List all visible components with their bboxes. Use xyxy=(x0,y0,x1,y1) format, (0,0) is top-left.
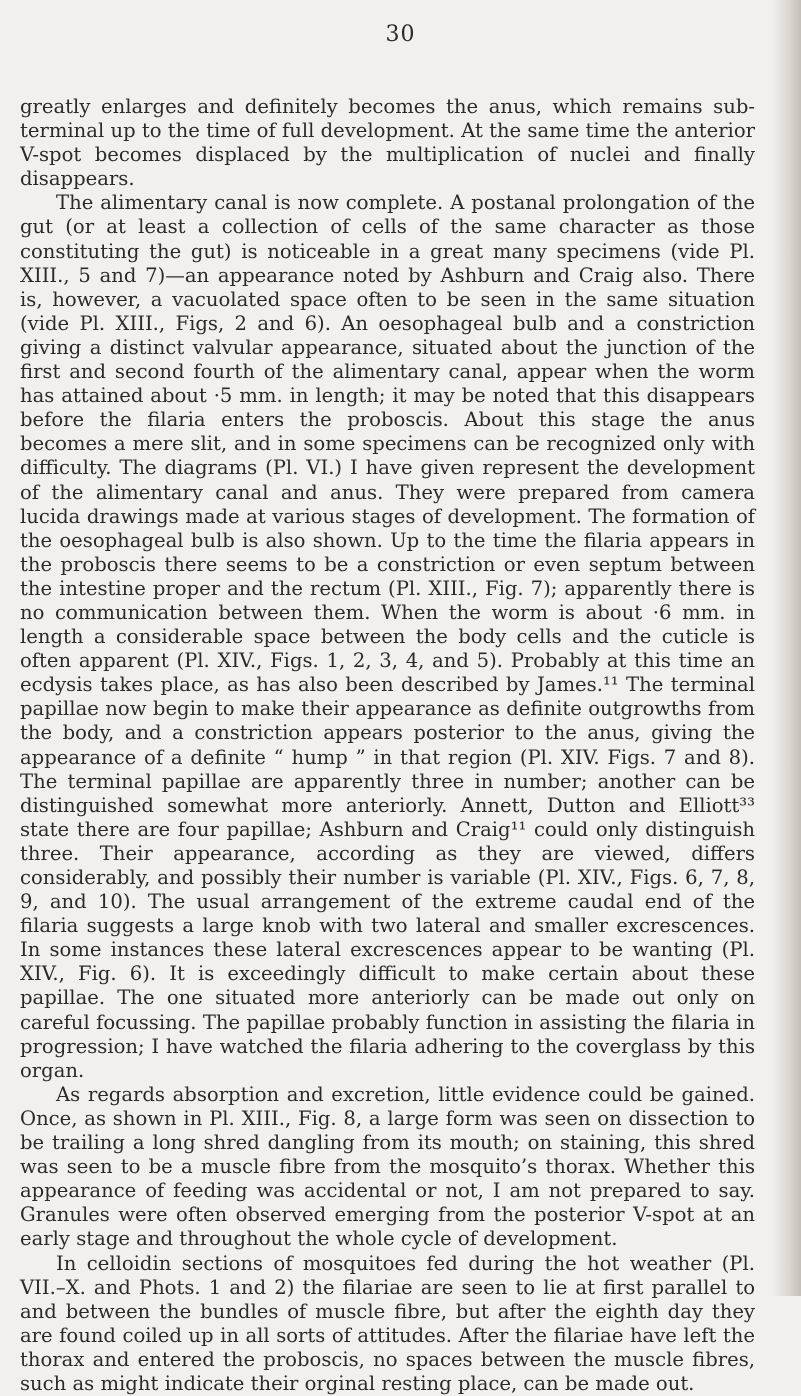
page-edge-shadow xyxy=(771,0,801,1296)
paragraph-4: In celloidin sections of mosquitoes fed during the hot weather (Pl. VII.–X. and Phots. 1 and 2) the filariae are seen to lie at first parallel to and between the bundles of muscle fibre, but after the eighth day they are found coiled up in all sorts of attitudes. After the filariae have left the thorax and entered the proboscis, no spaces between the muscle fibres, such as might indicate their orginal resting place, can be made out. xyxy=(20,1252,755,1396)
body-text xyxy=(20,95,755,1396)
paragraph-2: The alimentary canal is now complete. A postanal prolongation of the gut (or at least a collection of cells of the same character as those constituting the gut) is noticeable in a great many specimens (vide Pl. XIII., 5 and 7)—an appearance noted by Ashburn and Craig also. There is, however, a vacuolated space often to be seen in the same situation (vide Pl. XIII., Figs, 2 and 6). An oesophageal bulb and a constriction giving a distinct valvular appearance, situated about the junction of the first and second fourth of the alimentary canal, appear when the worm has attained about ·5 mm. in length; it may be noted that this disappears before the filaria enters the proboscis. About this stage the anus becomes a mere slit, and in some specimens can be recognized only with difficulty. The diagrams (Pl. VI.) I have given represent the development of the alimentary canal and anus. They were prepared from camera lucida drawings made at various stages of development. The formation of the oesophageal bulb is also shown. Up to the time the filaria appears in the proboscis there seems to be a constriction or even septum between the intestine proper and the rectum (Pl. XIII., Fig. 7); apparently there is no communication between them. When the worm is about ·6 mm. in length a considerable space between the body cells and the cuticle is often apparent (Pl. XIV., Figs. 1, 2, 3, 4, and 5). Probably at this time an ecdysis takes place, as has also been described by James.¹¹ The terminal papillae now begin to make their appearance as definite outgrowths from the body, and a constriction appears posterior to the anus, giving the appearance of a definite “ hump ” in that region (Pl. XIV. Figs. 7 and 8). The terminal papillae are apparently three in number; another can be distinguished somewhat more anteriorly. Annett, Dutton and Elliott³³ state there are four papillae; Ashburn and Craig¹¹ could only distinguish three. Their appearance, according as they are viewed, differs considerably, and possibly their number is variable (Pl. XIV., Figs. 6, 7, 8, 9, and 10). The usual arrangement of the extreme caudal end of the filaria suggests a large knob with two lateral and smaller excrescences. In some instances these lateral excrescences appear to be wanting (Pl. XIV., Fig. 6). It is exceedingly difficult to make certain about these papillae. The one situated more anteriorly can be made out only on careful focussing. The papillae probably function in assisting the filaria in progression; I have watched the filaria adhering to the coverglass by this organ. xyxy=(20,191,755,1082)
paragraph-1: greatly enlarges and definitely becomes the anus, which remains sub-terminal up to the time of full development. At the same time the anterior V-spot becomes displaced by the multiplication of nuclei and finally disappears. xyxy=(20,95,755,191)
page-number: 30 xyxy=(0,22,801,47)
paragraph-3: As regards absorption and excretion, little evidence could be gained. Once, as shown in Pl. XIII., Fig. 8, a large form was seen on dissection to be trailing a long shred dangling from its mouth; on staining, this shred was seen to be a muscle fibre from the mosquito’s thorax. Whether this appearance of feeding was accidental or not, I am not prepared to say. Granules were often observed emerging from the posterior V-spot at an early stage and throughout the whole cycle of development. xyxy=(20,1083,755,1252)
